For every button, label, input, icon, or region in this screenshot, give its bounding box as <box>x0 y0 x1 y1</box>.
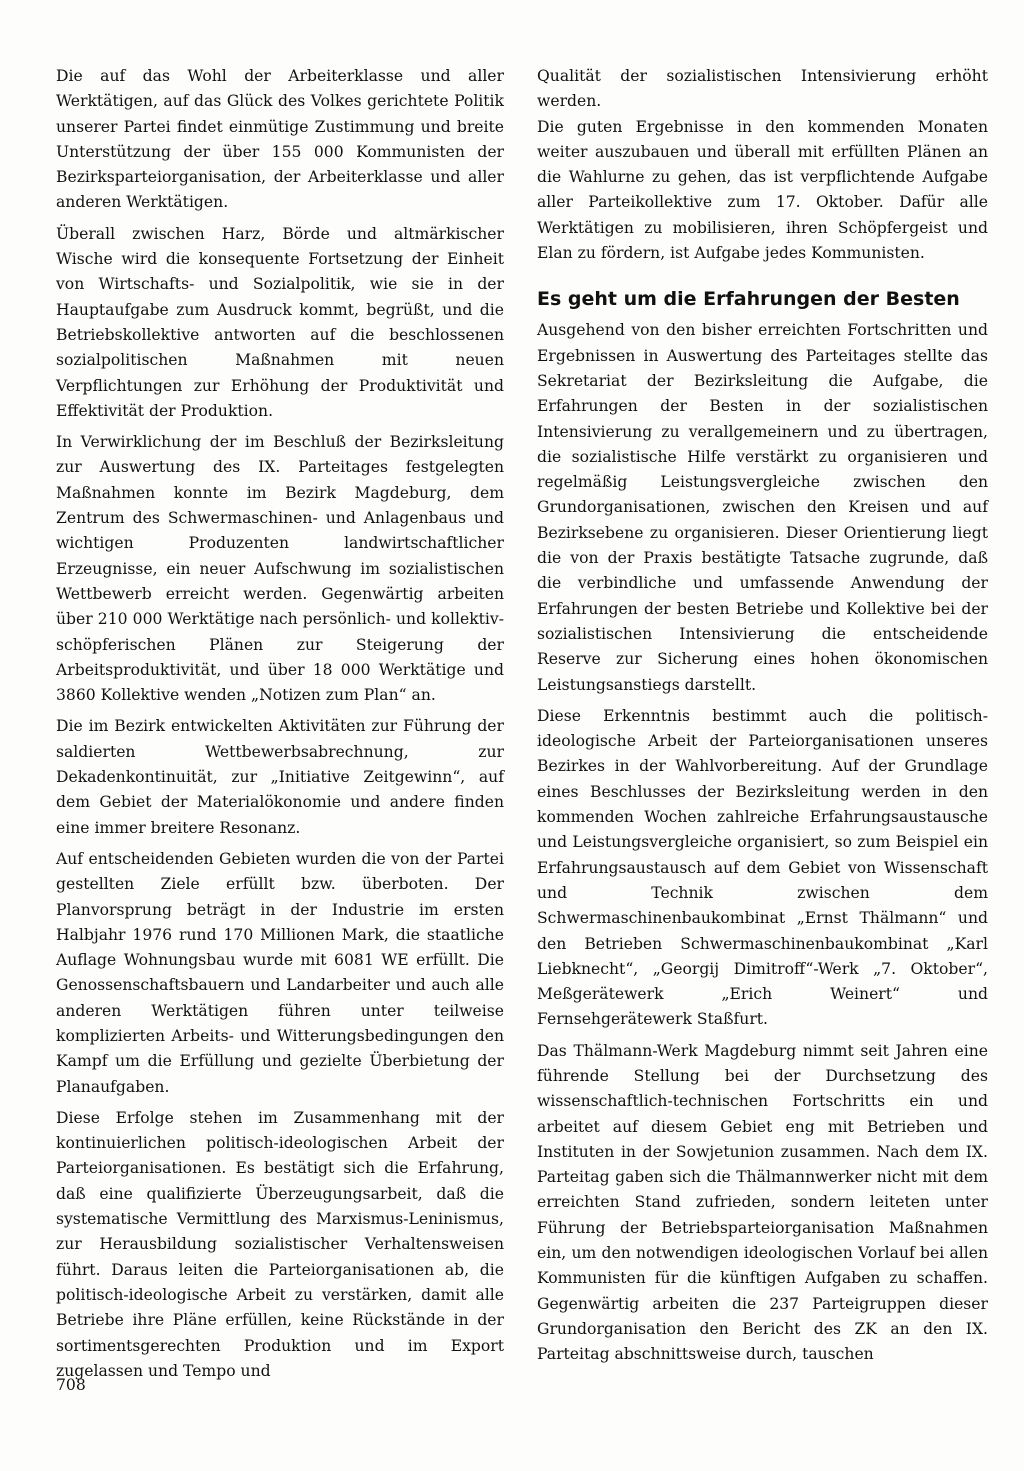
paragraph: Auf entscheidenden Gebieten wurden die von der Partei gestellten Ziele erfüllt bzw. überboten. Der Planvorsprung beträgt in der Industrie im ersten Halbjahr 1976 rund 170 Millionen Mark, die staatliche Auflage Wohnungsbau wurde mit 6081 WE erfüllt. Die Genossenschaftsbauern und Landarbeiter und auch alle anderen Werktätigen führen unter teilweise komplizierten Arbeits- und Witterungsbedingungen den Kampf um die Erfüllung und gezielte Überbietung der Planaufgaben. <box>56 849 504 1096</box>
paragraph: Diese Erfolge stehen im Zusammenhang mit der kontinuierlichen politisch-ideologischen Arbeit der Parteiorganisationen. Es bestätigt sich die Erfahrung, daß eine qualifizierte Überzeugungsarbeit, daß die systematische Vermittlung des Marxismus-Leninismus, zur Herausbildung sozialistischer Verhaltensweisen führt. Daraus leiten die Parteiorganisationen ab, die politisch-ideologische Arbeit zu verstärken, damit alle Betriebe ihre Pläne erfüllen, keine Rückstände in der sortimentsgerechten Produktion und im Export zugelassen und Tempo und <box>56 1108 504 1380</box>
paragraph: Die im Bezirk entwickelten Aktivitäten zur Führung der saldierten Wettbewerbsabrechnung, zur Dekadenkontinuität, zur „Initiative Zeitgewinn“, auf dem Gebiet der Materialökonomie und andere finden eine immer breitere Resonanz. <box>56 717 504 837</box>
paragraph: Ausgehend von den bisher erreichten Fortschritten und Ergebnissen in Auswertung des Parteitages stellte das Sekretariat der Bezirksleitung die Aufgabe, die Erfahrungen der Besten in der sozialistischen Intensivierung zu verallgemeinern und zu übertragen, die sozialistische Hilfe verstärkt zu organisieren und regelmäßig Leistungsvergleiche zwischen den Grundorganisationen, zwischen den Kreisen und auf Bezirksebene zu organisieren. Dieser Orientierung liegt die von der Praxis bestätigte Tatsache zugrunde, daß die verbindliche und umfassende Anwendung der Erfahrungen der besten Betriebe und Kollektive bei der sozialistischen Intensivierung die entscheidende Reserve zur Sicherung eines hohen ökonomischen Leistungsanstiegs darstellt. <box>537 321 988 694</box>
paragraph: Das Thälmann-Werk Magdeburg nimmt seit Jahren eine führende Stellung bei der Durchsetzung des wissenschaftlich-technischen Fortschritts ein und arbeitet auf diesem Gebiet eng mit Betrieben und Instituten in der Sowjetunion zusammen. Nach dem IX. Parteitag gaben sich die Thälmannwerker nicht mit dem erreichten Stand zufrieden, sondern leiteten unter Führung der Betriebsparteiorganisation Maßnahmen ein, um den notwendigen ideologischen Vorlauf bei allen Kommunisten für die künftigen Aufgaben zu schaffen. Gegenwärtig arbeiten die 237 Parteigruppen dieser Grundorganisation den Bericht des ZK an den IX. Parteitag abschnittsweise durch, tauschen <box>537 1041 988 1364</box>
left-column <box>56 64 504 1384</box>
paragraph: Überall zwischen Harz, Börde und altmärkischer Wische wird die konsequente Fortsetzung der Einheit von Wirtschafts- und Sozialpolitik, wie sie in der Hauptaufgabe zum Ausdruck kommt, begrüßt, und die Betriebskollektive antworten auf die beschlossenen sozialpolitischen Maßnahmen mit neuen Verpflichtungen zur Erhöhung der Produktivität und Effektivität der Produktion. <box>56 224 504 420</box>
right-column <box>537 64 988 1368</box>
paragraph: Qualität der sozialistischen Intensivierung erhöht werden. <box>537 67 988 111</box>
paragraph: Diese Erkenntnis bestimmt auch die politisch-ideologische Arbeit der Parteiorganisationen unseres Bezirkes in der Wahlvorbereitung. Auf der Grundlage eines Beschlusses der Bezirksleitung werden in den kommenden Wochen zahlreiche Erfahrungsaustausche und Leistungsvergleiche organisiert, so zum Beispiel ein Erfahrungsaustausch auf dem Gebiet von Wissenschaft und Technik zwischen dem Schwermaschinenbaukombinat „Ernst Thälmann“ und den Betrieben Schwermaschinenbaukombinat „Karl Liebknecht“, „Georgij Dimitroff“-Werk „7. Oktober“, Meßgerätewerk „Erich Weinert“ und Fernsehgerätewerk Staßfurt. <box>537 706 988 1029</box>
paragraph: Die guten Ergebnisse in den kommenden Monaten weiter auszubauen und überall mit erfüllten Plänen an die Wahlurne zu gehen, das ist verpflichtende Aufgabe aller Parteikollektive zum 17. Oktober. Dafür alle Werktätigen zu mobilisieren, ihren Schöpfergeist und Elan zu fördern, ist Aufgabe jedes Kommunisten. <box>537 117 988 263</box>
paragraph: Die auf das Wohl der Arbeiterklasse und aller Werktätigen, auf das Glück des Volkes gerichtete Politik unserer Partei findet einmütige Zustimmung und breite Unterstützung der über 155 000 Kommunisten der Bezirksparteiorganisation, der Arbeiterklasse und aller anderen Werktätigen. <box>56 67 504 212</box>
section-heading: Es geht um die Erfahrungen der Besten <box>537 288 960 311</box>
paragraph: In Verwirklichung der im Beschluß der Bezirksleitung zur Auswertung des IX. Parteitages festgelegten Maßnahmen konnte im Bezirk Magdeburg, dem Zentrum des Schwermaschinen- und Anlagenbaus und wichtigen Produzenten landwirtschaftlicher Erzeugnisse, ein neuer Aufschwung im sozialistischen Wettbewerb erreicht werden. Gegenwärtig arbeiten über 210 000 Werktätige nach persönlich- und kollektiv-schöpferischen Plänen zur Steigerung der Arbeitsproduktivität, und über 18 000 Werktätige und 3860 Kollektive wenden „Notizen zum Plan“ an. <box>56 433 504 705</box>
page-number: 708 <box>56 1376 86 1394</box>
